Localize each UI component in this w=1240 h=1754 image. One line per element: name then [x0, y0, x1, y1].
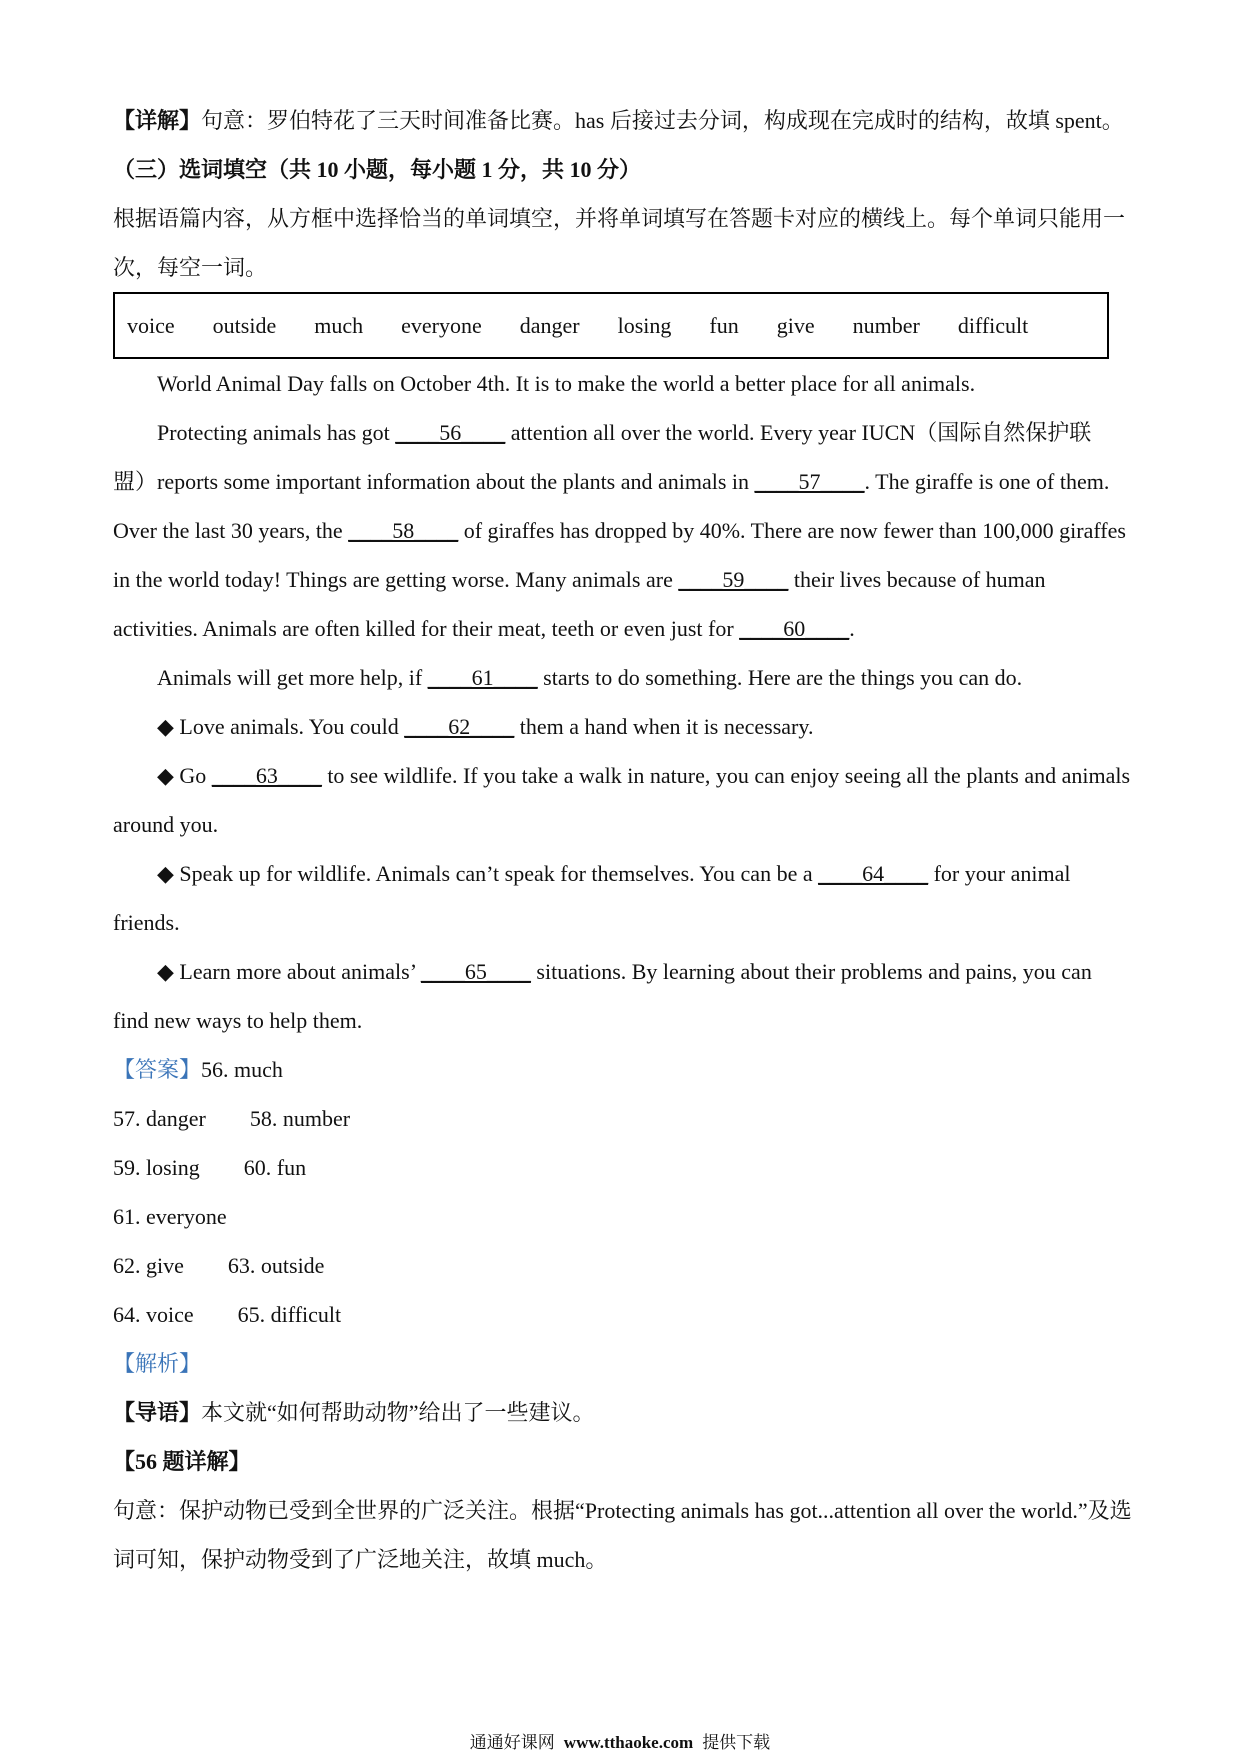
passage-line [113, 702, 1223, 751]
passage-line [113, 996, 1223, 1045]
answer-row [113, 1045, 1223, 1094]
answer-row [113, 1290, 1223, 1339]
prev-explanation [113, 96, 1223, 145]
blank-65: ____65____ [420, 959, 531, 984]
instructions-line: 次，每空一词。 [113, 255, 268, 280]
footer-suffix: 提供下载 [702, 1733, 771, 1752]
word-bank-word: much [314, 312, 364, 338]
passage-text: . [849, 616, 855, 641]
passage-text: ◆ Love animals. You could [157, 714, 405, 739]
passage-text: . The giraffe is one of them. [864, 469, 1110, 494]
passage-text: Over the last 30 years, the [113, 518, 349, 543]
passage-text: activities. Animals are often killed for their meat, teeth or even just for [113, 616, 740, 641]
passage-text: of giraffes has dropped by 40%. There are now fewer than 100,000 giraffes [458, 518, 1126, 543]
passage-text: to see wildlife. If you take a walk in nature, you can enjoy seeing all the plants and animals [321, 763, 1131, 788]
answer-row [113, 1094, 1223, 1143]
passage-text: World Animal Day falls on October 4th. It is to make the world a better place for all animals. [157, 371, 976, 396]
passage-text: starts to do something. Here are the things you can do. [537, 665, 1023, 690]
intro-text: 本文就“如何帮助动物”给出了一些建议。 [201, 1400, 595, 1425]
answer-item: 62. give [113, 1253, 184, 1278]
blank-60: ____60____ [739, 616, 850, 641]
answer-item: 61. everyone [113, 1204, 227, 1229]
footer-url: www.tthaoke.com [563, 1733, 694, 1752]
blank-62: ____62____ [404, 714, 515, 739]
prev-explanation-text: 句意：罗伯特花了三天时间准备比赛。has 后接过去分词，构成现在完成时的结构，故填 spent。 [201, 108, 1124, 133]
passage-line [113, 506, 1223, 555]
word-bank-box [113, 292, 1109, 359]
passage-text: their lives because of human [788, 567, 1046, 592]
passage-line [113, 751, 1223, 800]
answer-item: 60. fun [243, 1155, 307, 1180]
answer-row [113, 1192, 1223, 1241]
passage-text: around you. [113, 812, 219, 837]
word-bank-word: danger [519, 312, 580, 338]
footer-site-name: 通通好课网 [469, 1733, 555, 1752]
q56-explanation-line: 词可知，保护动物受到了广泛地关注，故填 much。 [113, 1547, 608, 1572]
word-bank-word: fun [709, 312, 739, 338]
analysis-heading [113, 1339, 1223, 1388]
passage-line [113, 604, 1223, 653]
analysis-tag: 【解析】 [113, 1351, 202, 1376]
page-footer [0, 1733, 1240, 1753]
instructions-line: 根据语篇内容，从方框中选择恰当的单词填空，并将单词填写在答题卡对应的横线上。每个单词只能用一 [113, 206, 1126, 231]
page-content [113, 96, 1223, 1584]
answer-item: 57. danger [113, 1106, 206, 1131]
answer-item: 56. much [201, 1057, 283, 1082]
answer-row [113, 1143, 1223, 1192]
word-bank-word: give [776, 312, 815, 338]
intro-tag: 【导语】 [113, 1400, 202, 1425]
passage-text: attention all over the world. Every year IUCN（国际自然保护联 [505, 420, 1092, 445]
passage-line [113, 898, 1223, 947]
passage-text: situations. By learning about their problems and pains, you can [530, 959, 1092, 984]
blank-58: ____58____ [348, 518, 459, 543]
passage-text: Protecting animals has got [157, 420, 396, 445]
intro-line [113, 1388, 1223, 1437]
passage-text: ◆ Learn more about animals’ [157, 959, 421, 984]
answer-item: 65. difficult [237, 1302, 342, 1327]
word-bank-word: losing [617, 312, 672, 338]
passage-line [113, 457, 1223, 506]
answer-item: 63. outside [227, 1253, 325, 1278]
word-bank-word: everyone [401, 312, 482, 338]
passage-text: ◆ Speak up for wildlife. Animals can’t speak for themselves. You can be a [157, 861, 819, 886]
passage-line [113, 359, 1223, 408]
blank-57: ____57____ [754, 469, 865, 494]
passage-line [113, 555, 1223, 604]
answer-tag: 【答案】 [113, 1057, 202, 1082]
passage-text: for your animal [928, 861, 1071, 886]
passage-line [113, 408, 1223, 457]
word-bank-word: voice [127, 312, 175, 338]
section-heading: （三）选词填空（共 10 小题，每小题 1 分，共 10 分） [113, 157, 642, 182]
word-bank-word: number [852, 312, 920, 338]
word-bank-word: difficult [957, 312, 1029, 338]
passage-text: in the world today! Things are getting worse. Many animals are [113, 567, 679, 592]
passage-text: Animals will get more help, if [157, 665, 428, 690]
blank-56: ____56____ [395, 420, 506, 445]
answer-item: 59. losing [113, 1155, 200, 1180]
passage-line [113, 653, 1223, 702]
passage-text: them a hand when it is necessary. [514, 714, 814, 739]
answer-row [113, 1241, 1223, 1290]
passage-line [113, 800, 1223, 849]
passage-text: friends. [113, 910, 180, 935]
prev-explanation-tag: 【详解】 [113, 108, 202, 133]
word-bank-word: outside [212, 312, 277, 338]
passage-text: find new ways to help them. [113, 1008, 363, 1033]
answer-item: 64. voice [113, 1302, 194, 1327]
blank-64: ____64____ [818, 861, 929, 886]
q56-explanation-line: 句意：保护动物已受到全世界的广泛关注。根据“Protecting animals has got...attention all over the world.”及选 [113, 1498, 1132, 1523]
passage-line [113, 947, 1223, 996]
passage-text: ◆ Go [157, 763, 212, 788]
passage-line [113, 849, 1223, 898]
blank-63: ____63____ [211, 763, 322, 788]
blank-61: ____61____ [427, 665, 538, 690]
answer-item: 58. number [249, 1106, 351, 1131]
q56-heading: 【56 题详解】 [113, 1449, 251, 1474]
passage-text: 盟）reports some important information about the plants and animals in [113, 469, 755, 494]
blank-59: ____59____ [678, 567, 789, 592]
